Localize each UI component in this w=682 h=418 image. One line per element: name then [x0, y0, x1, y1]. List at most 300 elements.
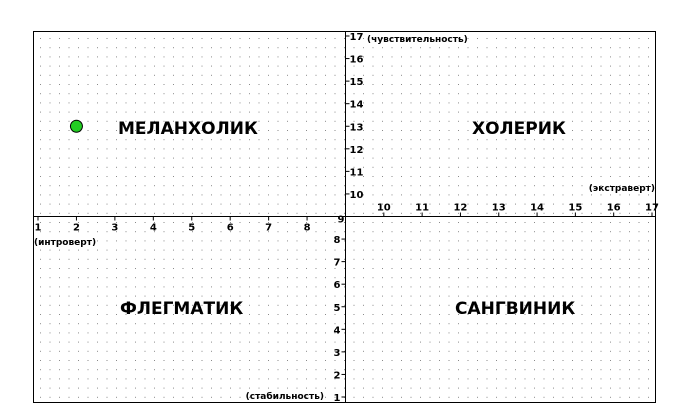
grid-dot [40, 268, 41, 269]
grid-dot [335, 47, 336, 48]
grid-dot [563, 397, 564, 398]
grid-dot [211, 139, 212, 140]
grid-dot [563, 388, 564, 389]
grid-dot [534, 369, 535, 370]
grid-dot [591, 397, 592, 398]
grid-dot [477, 56, 478, 57]
grid-dot [563, 112, 564, 113]
grid-dot [582, 130, 583, 131]
grid-dot [639, 139, 640, 140]
grid-dot [259, 259, 260, 260]
grid-dot [363, 231, 364, 232]
grid-dot [496, 222, 497, 223]
grid-dot [401, 360, 402, 361]
grid-dot [221, 231, 222, 232]
grid-dot [496, 397, 497, 398]
grid-dot [487, 378, 488, 379]
grid-dot [487, 369, 488, 370]
grid-dot [620, 102, 621, 103]
grid-dot [268, 38, 269, 39]
grid-dot [639, 240, 640, 241]
grid-dot [439, 148, 440, 149]
grid-dot [116, 323, 117, 324]
grid-dot [373, 158, 374, 159]
grid-dot [192, 286, 193, 287]
grid-dot [620, 378, 621, 379]
grid-dot [382, 185, 383, 186]
grid-dot [268, 130, 269, 131]
grid-dot [506, 342, 507, 343]
grid-dot [249, 194, 250, 195]
grid-dot [563, 102, 564, 103]
grid-dot [439, 102, 440, 103]
grid-dot [477, 250, 478, 251]
grid-dot [259, 176, 260, 177]
grid-dot [325, 213, 326, 214]
grid-dot [221, 158, 222, 159]
grid-dot [78, 369, 79, 370]
grid-dot [506, 397, 507, 398]
grid-dot [325, 204, 326, 205]
grid-dot [601, 240, 602, 241]
grid-dot [363, 388, 364, 389]
grid-dot [572, 378, 573, 379]
grid-dot [88, 323, 89, 324]
grid-dot [629, 296, 630, 297]
grid-dot [230, 277, 231, 278]
grid-dot [544, 176, 545, 177]
grid-dot [496, 167, 497, 168]
grid-dot [116, 139, 117, 140]
grid-dot [88, 332, 89, 333]
grid-dot [591, 314, 592, 315]
grid-dot [154, 148, 155, 149]
grid-dot [259, 332, 260, 333]
grid-dot [50, 277, 51, 278]
grid-dot [59, 351, 60, 352]
grid-dot [373, 305, 374, 306]
grid-dot [249, 259, 250, 260]
x-tick-label: 7 [265, 222, 273, 234]
grid-dot [401, 323, 402, 324]
grid-dot [278, 286, 279, 287]
grid-dot [240, 323, 241, 324]
grid-dot [240, 102, 241, 103]
grid-dot [116, 194, 117, 195]
grid-dot [449, 139, 450, 140]
grid-dot [373, 176, 374, 177]
grid-dot [59, 84, 60, 85]
grid-dot [259, 102, 260, 103]
grid-dot [430, 314, 431, 315]
grid-dot [240, 194, 241, 195]
grid-dot [477, 397, 478, 398]
grid-dot [164, 369, 165, 370]
grid-dot [40, 378, 41, 379]
grid-dot [477, 185, 478, 186]
grid-dot [392, 213, 393, 214]
grid-dot [278, 360, 279, 361]
grid-dot [116, 56, 117, 57]
grid-dot [601, 75, 602, 76]
grid-dot [69, 75, 70, 76]
grid-dot [69, 130, 70, 131]
grid-dot [316, 185, 317, 186]
grid-dot [40, 342, 41, 343]
grid-dot [620, 84, 621, 85]
grid-dot [126, 388, 127, 389]
grid-dot [259, 314, 260, 315]
grid-dot [88, 102, 89, 103]
grid-dot [69, 259, 70, 260]
grid-dot [278, 259, 279, 260]
grid-dot [439, 47, 440, 48]
grid-dot [553, 286, 554, 287]
grid-dot [515, 259, 516, 260]
grid-dot [430, 139, 431, 140]
grid-dot [373, 130, 374, 131]
grid-dot [430, 388, 431, 389]
grid-dot [344, 93, 345, 94]
grid-dot [496, 47, 497, 48]
grid-dot [506, 185, 507, 186]
grid-dot [373, 66, 374, 67]
grid-dot [230, 194, 231, 195]
grid-dot [268, 56, 269, 57]
grid-dot [97, 185, 98, 186]
grid-dot [249, 139, 250, 140]
grid-dot [620, 56, 621, 57]
grid-dot [363, 296, 364, 297]
grid-dot [211, 369, 212, 370]
grid-dot [192, 176, 193, 177]
grid-dot [401, 259, 402, 260]
grid-dot [601, 323, 602, 324]
grid-dot [88, 342, 89, 343]
grid-dot [116, 112, 117, 113]
grid-dot [534, 185, 535, 186]
grid-dot [373, 360, 374, 361]
grid-dot [439, 305, 440, 306]
grid-dot [525, 397, 526, 398]
grid-dot [373, 222, 374, 223]
grid-dot [259, 185, 260, 186]
grid-dot [135, 342, 136, 343]
grid-dot [211, 75, 212, 76]
grid-dot [173, 222, 174, 223]
grid-dot [601, 130, 602, 131]
quadrant-label-sanguine: САНГВИНИК [455, 299, 576, 319]
grid-dot [183, 176, 184, 177]
grid-dot [544, 93, 545, 94]
grid-dot [268, 351, 269, 352]
grid-dot [259, 93, 260, 94]
grid-dot [230, 351, 231, 352]
grid-dot [449, 47, 450, 48]
grid-dot [496, 139, 497, 140]
grid-dot [192, 47, 193, 48]
grid-dot [230, 38, 231, 39]
x-tick-label: 13 [491, 202, 506, 214]
grid-dot [430, 250, 431, 251]
y-tick-label: 3 [333, 347, 341, 359]
grid-dot [50, 102, 51, 103]
grid-dot [97, 296, 98, 297]
grid-dot [211, 259, 212, 260]
grid-dot [458, 388, 459, 389]
grid-dot [335, 66, 336, 67]
grid-dot [145, 323, 146, 324]
grid-dot [487, 148, 488, 149]
grid-dot [88, 130, 89, 131]
grid-dot [354, 231, 355, 232]
grid-dot [116, 213, 117, 214]
grid-dot [325, 185, 326, 186]
grid-dot [107, 323, 108, 324]
grid-dot [382, 286, 383, 287]
grid-dot [230, 388, 231, 389]
grid-dot [88, 369, 89, 370]
grid-dot [287, 194, 288, 195]
grid-dot [316, 47, 317, 48]
grid-dot [297, 139, 298, 140]
grid-dot [97, 148, 98, 149]
grid-dot [287, 38, 288, 39]
grid-dot [50, 222, 51, 223]
grid-dot [126, 148, 127, 149]
grid-dot [563, 342, 564, 343]
grid-dot [135, 378, 136, 379]
grid-dot [582, 240, 583, 241]
grid-dot [202, 47, 203, 48]
grid-dot [202, 139, 203, 140]
grid-dot [69, 296, 70, 297]
grid-dot [50, 369, 51, 370]
grid-dot [78, 332, 79, 333]
grid-dot [458, 277, 459, 278]
grid-dot [88, 112, 89, 113]
grid-dot [97, 277, 98, 278]
grid-dot [553, 222, 554, 223]
grid-dot [249, 286, 250, 287]
grid-dot [107, 66, 108, 67]
grid-dot [297, 378, 298, 379]
grid-dot [591, 176, 592, 177]
grid-dot [382, 121, 383, 122]
grid-dot [50, 378, 51, 379]
grid-dot [563, 286, 564, 287]
grid-dot [240, 342, 241, 343]
grid-dot [553, 323, 554, 324]
grid-dot [382, 66, 383, 67]
grid-dot [325, 167, 326, 168]
grid-dot [515, 277, 516, 278]
grid-dot [639, 360, 640, 361]
grid-dot [145, 102, 146, 103]
grid-dot [582, 277, 583, 278]
grid-dot [126, 323, 127, 324]
grid-dot [107, 47, 108, 48]
grid-dot [116, 268, 117, 269]
grid-dot [354, 286, 355, 287]
grid-dot [610, 277, 611, 278]
grid-dot [496, 240, 497, 241]
grid-dot [249, 158, 250, 159]
grid-dot [211, 176, 212, 177]
grid-dot [268, 139, 269, 140]
grid-dot [610, 38, 611, 39]
grid-dot [534, 332, 535, 333]
grid-dot [126, 176, 127, 177]
grid-dot [572, 148, 573, 149]
grid-dot [439, 351, 440, 352]
grid-dot [135, 250, 136, 251]
grid-dot [69, 286, 70, 287]
grid-dot [306, 378, 307, 379]
grid-dot [59, 296, 60, 297]
grid-dot [639, 222, 640, 223]
grid-dot [116, 286, 117, 287]
grid-dot [135, 93, 136, 94]
grid-dot [325, 194, 326, 195]
grid-dot [601, 286, 602, 287]
grid-dot [50, 56, 51, 57]
grid-dot [572, 351, 573, 352]
grid-dot [373, 47, 374, 48]
grid-dot [648, 66, 649, 67]
grid-dot [544, 56, 545, 57]
grid-dot [173, 185, 174, 186]
grid-dot [411, 194, 412, 195]
grid-dot [268, 148, 269, 149]
grid-dot [78, 66, 79, 67]
grid-dot [107, 158, 108, 159]
grid-dot [230, 323, 231, 324]
grid-dot [344, 66, 345, 67]
grid-dot [506, 286, 507, 287]
grid-dot [173, 148, 174, 149]
grid-dot [582, 93, 583, 94]
grid-dot [344, 75, 345, 76]
grid-dot [306, 47, 307, 48]
grid-dot [572, 176, 573, 177]
grid-dot [477, 176, 478, 177]
grid-dot [373, 121, 374, 122]
grid-dot [496, 93, 497, 94]
grid-dot [572, 167, 573, 168]
grid-dot [40, 194, 41, 195]
grid-dot [544, 388, 545, 389]
grid-dot [629, 268, 630, 269]
grid-dot [268, 296, 269, 297]
grid-dot [278, 56, 279, 57]
grid-dot [477, 296, 478, 297]
grid-dot [249, 204, 250, 205]
grid-dot [515, 102, 516, 103]
grid-dot [411, 84, 412, 85]
grid-dot [325, 66, 326, 67]
grid-dot [458, 66, 459, 67]
grid-dot [401, 167, 402, 168]
grid-dot [591, 222, 592, 223]
grid-dot [249, 176, 250, 177]
grid-dot [268, 332, 269, 333]
grid-dot [563, 323, 564, 324]
grid-dot [202, 388, 203, 389]
grid-dot [363, 66, 364, 67]
grid-dot [373, 185, 374, 186]
grid-dot [154, 75, 155, 76]
grid-dot [202, 360, 203, 361]
grid-dot [525, 56, 526, 57]
grid-dot [59, 176, 60, 177]
grid-dot [620, 323, 621, 324]
grid-dot [249, 102, 250, 103]
grid-dot [601, 231, 602, 232]
grid-dot [287, 139, 288, 140]
grid-dot [183, 38, 184, 39]
grid-dot [116, 66, 117, 67]
grid-dot [487, 277, 488, 278]
grid-dot [50, 305, 51, 306]
grid-dot [449, 360, 450, 361]
grid-dot [325, 84, 326, 85]
grid-dot [306, 268, 307, 269]
grid-dot [515, 185, 516, 186]
grid-dot [468, 250, 469, 251]
grid-dot [278, 102, 279, 103]
grid-dot [477, 148, 478, 149]
grid-dot [135, 84, 136, 85]
grid-dot [78, 351, 79, 352]
grid-dot [506, 102, 507, 103]
grid-dot [392, 222, 393, 223]
grid-dot [610, 286, 611, 287]
grid-dot [430, 93, 431, 94]
grid-dot [648, 84, 649, 85]
grid-dot [354, 66, 355, 67]
grid-dot [97, 112, 98, 113]
grid-dot [544, 38, 545, 39]
grid-dot [306, 93, 307, 94]
grid-dot [40, 47, 41, 48]
grid-dot [496, 378, 497, 379]
grid-dot [249, 277, 250, 278]
grid-dot [316, 121, 317, 122]
grid-dot [354, 277, 355, 278]
grid-dot [563, 66, 564, 67]
grid-dot [135, 323, 136, 324]
grid-dot [40, 176, 41, 177]
grid-dot [506, 369, 507, 370]
grid-dot [306, 259, 307, 260]
grid-dot [401, 351, 402, 352]
grid-dot [553, 102, 554, 103]
grid-dot [525, 148, 526, 149]
grid-dot [316, 250, 317, 251]
grid-dot [278, 296, 279, 297]
grid-dot [306, 296, 307, 297]
grid-dot [382, 296, 383, 297]
grid-dot [373, 314, 374, 315]
grid-dot [582, 397, 583, 398]
grid-dot [135, 332, 136, 333]
grid-dot [363, 369, 364, 370]
grid-dot [211, 342, 212, 343]
grid-dot [116, 185, 117, 186]
grid-dot [297, 231, 298, 232]
grid-dot [430, 360, 431, 361]
